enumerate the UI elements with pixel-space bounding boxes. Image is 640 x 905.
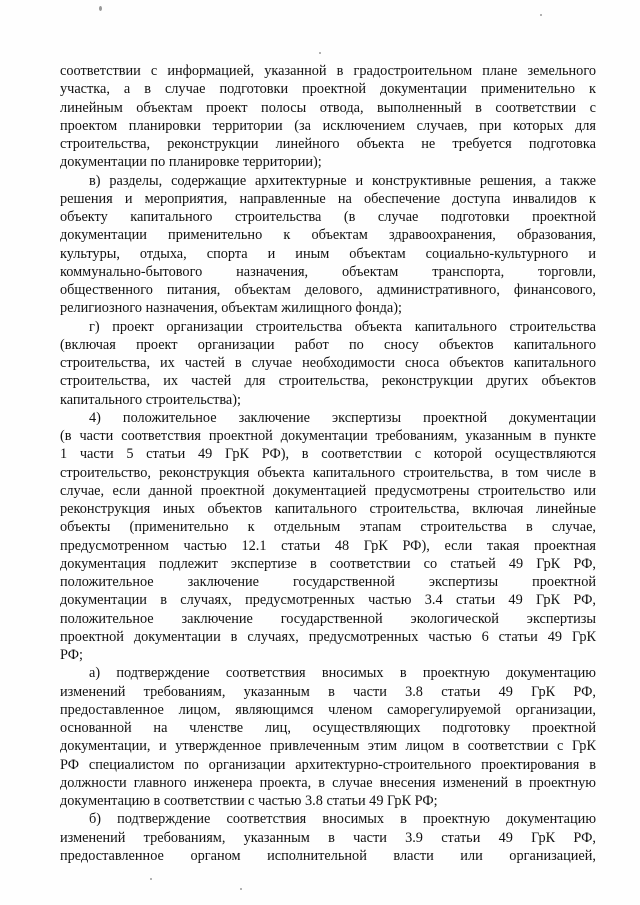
text-line: линейным объектам проект полосы отвода, выполненный в соответствии с [60, 99, 596, 116]
text-line: коммунально-бытового назначения, объектам транспорта, торговли, [60, 263, 596, 280]
text-line: соответствии с информацией, указанной в градостроительном плане земельного [60, 63, 596, 79]
text-line: капитального строительства); [60, 391, 241, 408]
text-line: в) разделы, содержащие архитектурные и конструктивные решения, а также [89, 172, 596, 189]
text-line: объекту капитального строительства (в случае подготовки проектной [60, 209, 596, 225]
text-line: культуры, отдыха, спорта и иным объектам социально-культурного и [60, 245, 596, 262]
text-line: объекты (применительно к отдельным этапам строительства в случае, [60, 519, 596, 536]
text-line: религиозного назначения, объектам жилищного фонда); [60, 300, 402, 317]
text-line: документации, и утвержденное привлеченным этим лицом в соответствии с ГрК [60, 738, 596, 755]
text-line: документации применительно к объектам здравоохранения, образования, [60, 227, 596, 244]
text-line: должности главного инженера проекта, в случае внесения изменений в проектную [60, 774, 596, 791]
text-line: РФ; [60, 647, 83, 663]
text-line: участка, а в случае подготовки проектной документации применительно к [60, 81, 596, 98]
text-line: предоставленное лицом, являющимся членом саморегулируемой организации, [60, 701, 596, 718]
text-line: документация подлежит экспертизе в соответствии со статьей 49 ГрК РФ, [60, 555, 596, 572]
scan-speck [319, 52, 321, 54]
text-line: основанной на членстве лиц, осуществляющих подготовку проектной [60, 720, 596, 736]
text-line: г) проект организации строительства объекта капитального строительства [89, 318, 596, 335]
text-line: строительство, реконструкция объекта капитального строительства, в том числе в [60, 464, 596, 481]
document-body [60, 62, 596, 865]
text-line: (включая проект организации работ по сносу объектов капитального [60, 336, 596, 353]
text-line: б) подтверждение соответствия вносимых в проектную документацию [89, 811, 596, 828]
text-line: предоставленное органом исполнительной власти или организацией, [60, 847, 596, 864]
scan-speck [150, 878, 152, 880]
text-line: общественного питания, объектам делового, административного, финансового, [60, 282, 596, 298]
text-line: 4) положительное заключение экспертизы проектной документации [89, 409, 596, 426]
text-line: документации в случаях, предусмотренных частью 3.4 статьи 49 ГрК РФ, [60, 592, 596, 609]
text-line: изменений требованиям, указанным в части 3.9 статьи 49 ГрК РФ, [60, 829, 596, 846]
text-line: документации по планировке территории); [60, 154, 322, 171]
text-line: а) подтверждение соответствия вносимых в проектную документацию [89, 665, 596, 682]
scan-speck [99, 6, 102, 11]
text-line: решения и мероприятия, направленные на обеспечение доступа инвалидов к [60, 190, 596, 207]
text-line: строительства, реконструкции линейного объекта не требуется подготовка [60, 136, 596, 152]
text-line: 1 части 5 статьи 49 ГрК РФ), в соответствии с которой осуществляются [60, 446, 596, 463]
text-line: документацию в соответствии с частью 3.8 статьи 49 ГрК РФ; [60, 793, 438, 809]
text-line: строительства, их частей для строительства, реконструкции других объектов [60, 373, 596, 390]
text-line: положительное заключение государственной экологической экспертизы [60, 610, 596, 627]
text-line: проектом планировки территории (за исключением случаев, при которых для [60, 117, 596, 134]
text-line: случае, если данной проектной документацией предусмотрены строительство или [60, 482, 596, 499]
text-line: положительное заключение государственной экспертизы проектной [60, 574, 596, 590]
text-line: РФ специалистом по организации архитектурно-строительного проектирования в [60, 756, 596, 773]
scan-speck [540, 14, 542, 16]
text-line: проектной документации в случаях, предусмотренных частью 6 статьи 49 ГрК [60, 628, 596, 645]
text-line: строительства, их частей в случае необходимости сноса объектов капитального [60, 355, 596, 371]
scan-speck [240, 888, 242, 890]
text-line: реконструкция иных объектов капитального строительства, включая линейные [60, 501, 596, 517]
text-line: изменений требованиям, указанным в части 3.8 статьи 49 ГрК РФ, [60, 683, 596, 700]
text-line: (в части соответствия проектной документации требованиям, указанным в пункте [60, 428, 596, 444]
text-line: предусмотренном частью 12.1 статьи 48 ГрК РФ), если такая проектная [60, 537, 596, 554]
